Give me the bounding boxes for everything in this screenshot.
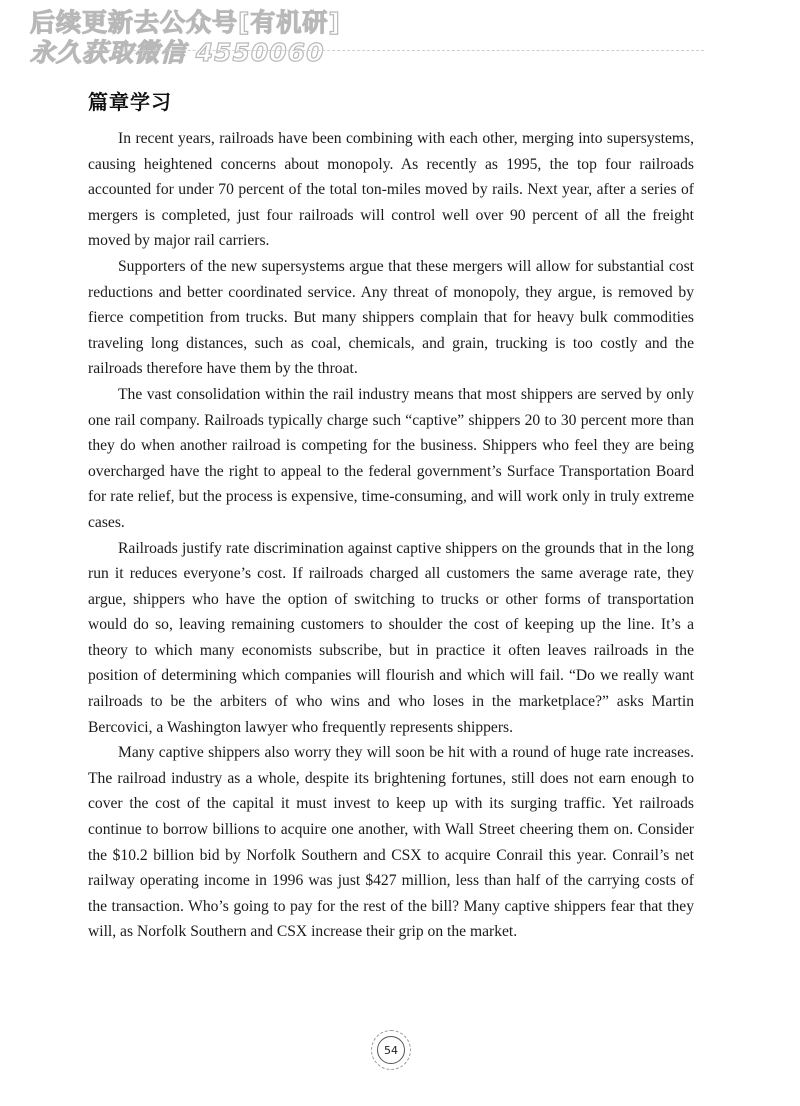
page-number: 54: [377, 1036, 405, 1064]
paragraph-2: Supporters of the new supersystems argue that these mergers will allow for substantial cost reductions and better coordinated service. Any threat of monopoly, they argue, is removed by fierce competition from trucks. But many shippers complain that for heavy bulk commodities traveling long distances, such as coal, chemicals, and grain, trucking is too costly and the railroads therefore have them by the throat.: [88, 257, 694, 378]
article-body: [88, 126, 694, 945]
watermark-line-1: 后续更新去公众号[有机研]: [30, 8, 341, 37]
paragraph-4: Railroads justify rate discrimination against captive shippers on the grounds that in the long run it reduces everyone’s cost. If railroads charged all customers the same average rate, they argue, shippers who have the option of switching to trucks or other forms of transportation would do so, leaving remaining customers to shoulder the cost of keeping up the line. It’s a theory to which many economists subscribe, but in practice it often leaves railroads in the position of determining which companies will flourish and which will fail. “Do we really want railroads to be the arbiters of who wins and who loses in the marketplace?” asks Martin Bercovici, a Washington lawyer who frequently represents shippers.: [88, 539, 694, 736]
paragraph-1: In recent years, railroads have been combining with each other, merging into supersystems, causing heightened concerns about monopoly. As recently as 1995, the top four railroads accounted for under 70 percent of the total ton-miles moved by rails. Next year, after a series of mergers is completed, just four railroads will control well over 90 percent of all the freight moved by major rail carriers.: [88, 130, 694, 250]
paragraph-5: Many captive shippers also worry they will soon be hit with a round of huge rate increases. The railroad industry as a whole, despite its brightening fortunes, still does not earn enough to cover the cost of the capital it must invest to keep up with its surging traffic. Yet railroads continue to borrow billions to acquire one another, with Wall Street cheering them on. Consider the $10.2 billion bid by Norfolk Southern and CSX to acquire Conrail this year. Conrail’s net railway operating income in 1996 was just $427 million, less than half of the carrying costs of the transaction. Who’s going to pay for the rest of the bill? Many captive shippers fear that they will, as Norfolk Southern and CSX increase their grip on the market.: [88, 744, 694, 941]
watermark: [30, 8, 350, 68]
header-divider: [88, 50, 704, 51]
paragraph-3: The vast consolidation within the rail industry means that most shippers are served by only one rail company. Railroads typically charge such “captive” shippers 20 to 30 percent more than they do when another railroad is competing for the business. Shippers who feel they are being overcharged have the right to appeal to the federal government’s Surface Transportation Board for rate relief, but the process is expensive, time-consuming, and will work only in truly extreme cases.: [88, 385, 694, 531]
section-title: 篇章学习: [88, 90, 172, 114]
watermark-line-2: 永久获取微信 4550060: [30, 38, 325, 67]
